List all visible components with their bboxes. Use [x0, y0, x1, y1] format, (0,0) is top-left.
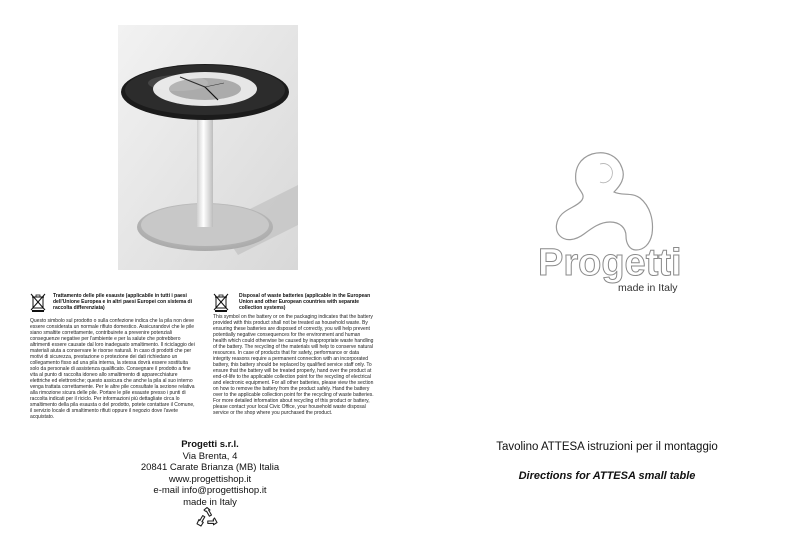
company-city: 20841 Carate Brianza (MB) Italia — [140, 462, 280, 473]
brand-name: Progetti — [538, 242, 682, 284]
crossed-bin-icon — [213, 293, 229, 312]
company-website[interactable]: www.progettishop.it — [168, 473, 252, 485]
title-english: Directions for ATTESA small table — [518, 470, 696, 482]
crossed-bin-icon — [30, 293, 46, 312]
brand-tagline: made in Italy — [618, 282, 678, 294]
company-email[interactable]: e-mail info@progettishop.it — [153, 485, 267, 496]
company-street: Via Brenta, 4 — [182, 450, 238, 462]
company-info — [120, 439, 300, 508]
product-photo — [118, 25, 298, 270]
battery-text-it: Questo simbolo sul prodotto o sulla confezione indica che la pila non deve essere considerata un normale rifiuto domestico. Assicurandovi che le pile siano smaltite correttamente, contribuirete a prevenire potenziali conseguenze negative per l'ambiente e per la salute che potrebbero altrimenti essere causate dal loro inadeguato smaltimento. Il riciclaggio dei materiali aiuta a conservare le risorse naturali. In caso di prodotti che per motivi di sicurezza, prestazione o protezione dei dati richiedano un collegamento fisso ad una pila interna, la stessa dovrà essere sostituita solo da personale di assistenza qualificato. Consegnare il prodotto a fine vita al punto di raccolta idoneo allo smaltimento di apparecchiature elettriche ed elettroniche; questo assicura che anche la pila al suo interno venga trattata correttamente. Per le altre pile consultate la sezione relativa alla rimozione sicura delle pile. Portare le pile esauste presso i punti di raccolta indicati per il riciclo. Per informazioni più dettagliate circa lo smaltimento della pila esausta o del prodotto, potete contattare il Comune, il servizio locale di smaltimento rifiuti oppure il negozio dove l'avete acquistato. — [30, 318, 195, 420]
battery-title-it: Trattamento delle pile esauste (applicabile in tutti i paesi dell'Unione Europea e in altri paesi Europei con sistema di raccolta differenziata) — [53, 293, 193, 311]
battery-title-en: Disposal of waste batteries (applicable in the European Union and other European countries with separate collection systems) — [239, 293, 371, 311]
recycle-icon — [195, 506, 219, 530]
battery-text-en: This symbol on the battery or on the packaging indicates that the battery provided with this product shall not be treated as household waste. By ensuring these batteries are disposed of correctly, you will help prevent potentially negative consequences for the environment and human health which could otherwise be caused by inappropriate waste handling of the battery. The recycling of the materials will help to conserve natural resources. In case of products that for safety, performance or data integrity reasons require a permanent connection with an incorporated battery, this battery should be replaced by qualified service staff only. To ensure that the battery will be treated properly, hand over the product at end-of-life to the applicable collection point for the recycling of electrical and electronic equipment. For all other batteries, please view the section on how to remove the battery from the product safely. Hand the battery over to the applicable collection point for the recycling of waste batteries. For more detailed information about recycling of this product or battery, please contact your local Civic Office, your household waste disposal service or the shop where you purchased the product. — [213, 314, 374, 416]
company-name: Progetti s.r.l. — [181, 439, 239, 450]
progetti-logo-mark — [548, 148, 660, 252]
company-made-in: made in Italy — [183, 496, 237, 508]
title-italian: Tavolino ATTESA istruzioni per il montaggio — [496, 441, 718, 453]
